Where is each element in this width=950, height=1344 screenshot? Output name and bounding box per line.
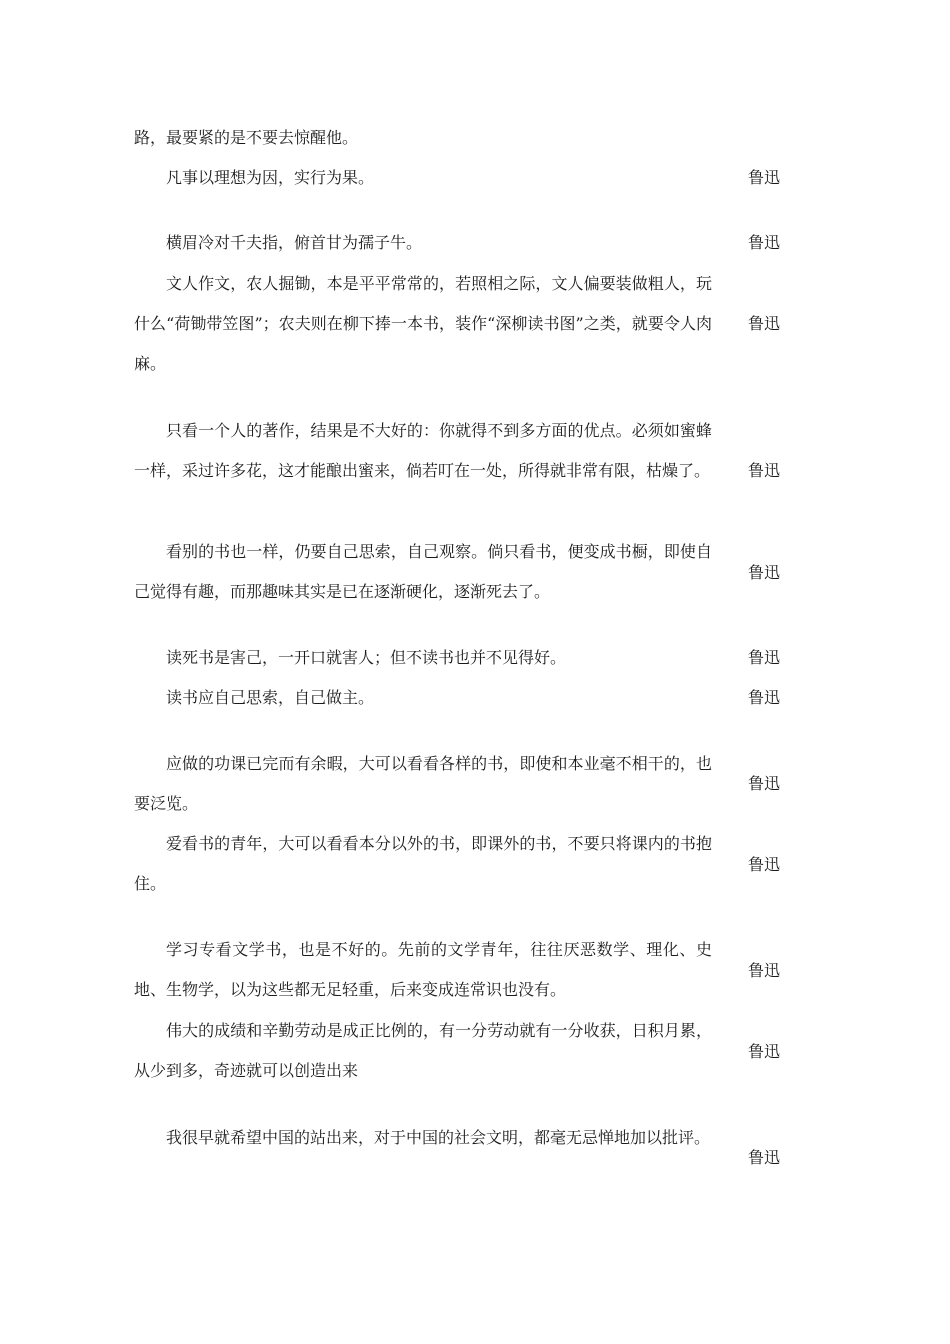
quote-text: 应做的功课已完而有余暇，大可以看看各样的书，即使和本业毫不相干的，也要泛览。 (134, 754, 712, 813)
quote-author: 鲁迅 (748, 168, 781, 187)
quote-author: 鲁迅 (748, 688, 781, 707)
quote-text: 爱看书的青年，大可以看看本分以外的书，即课外的书，不要只将课内的书抱住。 (134, 834, 712, 893)
quote-text: 路，最要紧的是不要去惊醒他。 (134, 128, 359, 147)
quote-author: 鲁迅 (748, 855, 781, 874)
quote-text: 学习专看文学书，也是不好的。先前的文学青年，往往厌恶数学、理化、史地、生物学，以为这些都无足轻重，后来变成连常识也没有。 (134, 940, 712, 999)
quote-author: 鲁迅 (748, 314, 781, 333)
quote-author: 鲁迅 (748, 1148, 781, 1167)
quote-text: 文人作文，农人掘锄，本是平平常常的，若照相之际，文人偏要装做粗人，玩什么“荷锄带笠图”；农夫则在柳下捧一本书，装作“深柳读书图”之类，就要令人肉麻。 (134, 274, 712, 373)
quote-text: 只看一个人的著作，结果是不大好的：你就得不到多方面的优点。必须如蜜蜂一样，采过许多花，这才能酿出蜜来，倘若叮在一处，所得就非常有限，枯燥了。 (134, 421, 712, 480)
quote-author: 鲁迅 (748, 961, 781, 980)
quote-text: 横眉冷对千夫指，俯首甘为孺子牛。 (166, 233, 423, 252)
quote-text: 凡事以理想为因，实行为果。 (166, 168, 375, 187)
quote-text: 我很早就希望中国的站出来，对于中国的社会文明，都毫无忌惮地加以批评。 (166, 1128, 711, 1147)
quote-author: 鲁迅 (748, 461, 781, 480)
quote-author: 鲁迅 (748, 233, 781, 252)
quote-author: 鲁迅 (748, 1042, 781, 1061)
quote-author: 鲁迅 (748, 563, 781, 582)
quote-text: 读死书是害己，一开口就害人；但不读书也并不见得好。 (166, 648, 567, 667)
quote-text: 伟大的成绩和辛勤劳动是成正比例的，有一分劳动就有一分收获，日积月累，从少到多，奇迹就可以创造出来 (134, 1021, 712, 1080)
quote-author: 鲁迅 (748, 648, 781, 667)
quote-text: 看别的书也一样，仍要自己思索，自己观察。倘只看书，便变成书橱，即使自己觉得有趣，而那趣味其实是已在逐渐硬化，逐渐死去了。 (134, 542, 712, 601)
quote-author: 鲁迅 (748, 774, 781, 793)
quote-text: 读书应自己思索，自己做主。 (166, 688, 375, 707)
